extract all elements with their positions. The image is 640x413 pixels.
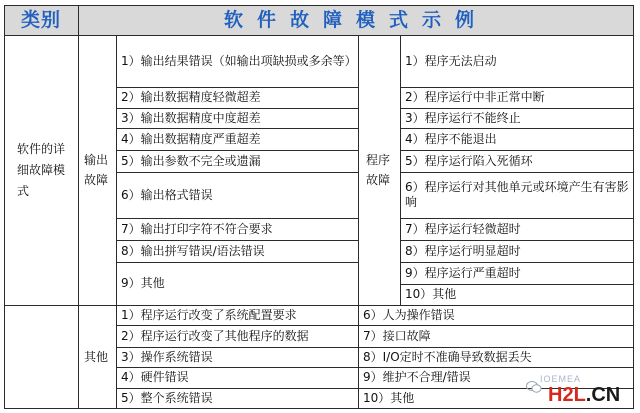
other-left-item-4: 4）硬件错误 [121,370,189,384]
program-item-3: 3）程序运行不能终止 [405,110,521,125]
other-right-item-8: 8）I/O定时不准确导致数据丢失 [363,349,532,364]
row-line [116,325,634,326]
row-line [400,240,634,241]
output-item-6: 6）输出格式错误 [121,187,213,202]
program-item-9: 9）程序运行严重超时 [405,265,521,280]
output-item-9: 9）其他 [121,276,165,290]
row-line [116,262,358,263]
border-left [4,5,5,409]
row-line [400,284,634,285]
fault-mode-table [4,5,634,409]
row-line [116,128,358,129]
program-item-1: 1）程序无法启动 [405,53,497,68]
section-divider [4,305,634,306]
row-line [400,128,634,129]
col-divider-category [78,5,79,409]
program-item-5: 5）程序运行陷入死循环 [405,153,533,168]
program-fault-label [358,35,400,305]
watermark-small-text: IOEMEA [540,374,582,384]
col-divider-middle [358,35,359,409]
row-line [400,218,634,219]
other-right-item-10: 10）其他 [363,391,415,405]
other-label-text: 其他 [84,350,109,364]
main-category-text: 软件的详细故障模式 [17,141,66,198]
program-item-10: 10）其他 [405,287,457,301]
program-item-2: 2）程序运行中非正常中断 [405,90,545,104]
row-line [400,172,634,173]
row-line [400,108,634,109]
row-line [116,87,358,88]
other-label [78,305,116,409]
program-item-8: 8）程序运行明显超时 [405,243,521,258]
output-item-1: 1）输出结果错误（如输出项缺损或多余等） [121,53,357,68]
output-item-5: 5）输出参数不完全或遗漏 [121,153,261,168]
other-left-item-5: 5）整个系统错误 [121,391,213,405]
row-line [116,347,634,348]
header-title: 软件故障模式示例 [78,5,634,35]
other-right-item-6: 6）人为操作错误 [363,307,455,322]
program-item-6: 6）程序运行对其他单元或环境产生有害影响 [405,180,629,209]
other-left-item-1: 1）程序运行改变了系统配置要求 [121,307,297,322]
col-divider-program-label [400,35,401,305]
header-divider [4,35,634,36]
output-item-8: 8）输出拼写错误/语法错误 [121,243,265,258]
row-line [116,108,358,109]
other-right-item-7: 7）接口故障 [363,328,431,343]
border-top [4,5,634,6]
program-fault-label-text: 程序故障 [366,153,391,187]
col-divider-output-label [116,35,117,409]
row-line [116,218,358,219]
watermark-logo-suffix: .CN [585,384,621,406]
other-left-item-3: 3）操作系统错误 [121,349,213,364]
other-left-item-2: 2）程序运行改变了其他程序的数据 [121,328,309,343]
row-line [400,87,634,88]
output-fault-label [78,35,116,305]
row-line [116,172,358,173]
output-item-4: 4）输出数据精度严重超差 [121,131,261,146]
row-line [116,150,358,151]
output-item-3: 3）输出数据精度中度超差 [121,110,261,125]
border-right [633,5,634,409]
program-item-7: 7）程序运行轻微超时 [405,221,521,236]
border-bottom [4,408,634,409]
header-category: 类别 [4,5,78,35]
output-fault-label-text: 输出故障 [84,153,109,187]
row-line [400,262,634,263]
row-line [116,367,634,368]
main-category [4,35,78,305]
output-item-2: 2）输出数据精度轻微超差 [121,90,261,104]
program-item-4: 4）程序不能退出 [405,131,497,146]
watermark-logo-prefix: H2L [548,384,586,406]
row-line [400,150,634,151]
other-right-item-9: 9）维护不合理/错误 [363,370,471,384]
watermark-logo [548,384,620,407]
output-item-7: 7）输出打印字符不符合要求 [121,221,273,236]
row-line [116,240,358,241]
